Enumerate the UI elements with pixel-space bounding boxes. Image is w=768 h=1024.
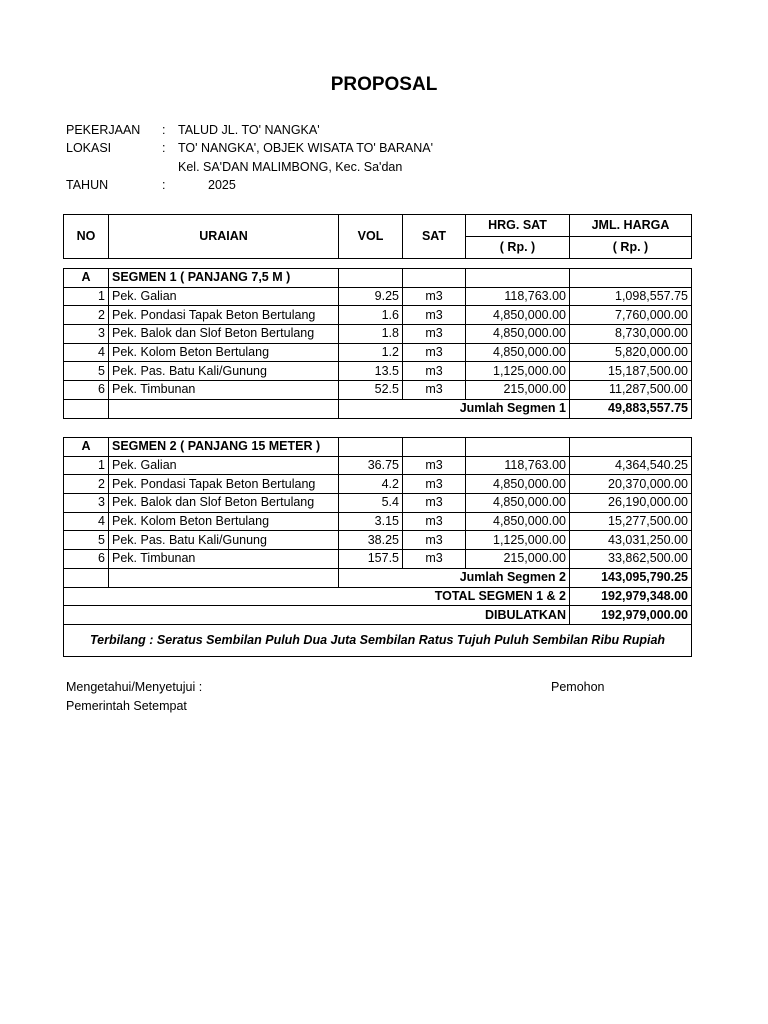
table-row (64, 381, 692, 400)
item-unit: m3 (403, 512, 466, 531)
item-description: Pek. Pas. Batu Kali/Gunung (109, 531, 339, 550)
table-row (64, 494, 692, 513)
item-description: Pek. Pondasi Tapak Beton Bertulang (109, 306, 339, 325)
item-no: 4 (64, 343, 109, 362)
item-unit: m3 (403, 456, 466, 475)
item-unit: m3 (403, 325, 466, 344)
subtotal-label: Jumlah Segmen 1 (339, 399, 570, 418)
item-volume: 1.8 (339, 325, 403, 344)
table-row (64, 325, 692, 344)
item-unit: m3 (403, 475, 466, 494)
header-vol: VOL (339, 215, 403, 259)
item-volume: 9.25 (339, 287, 403, 306)
header-hrg-unit: ( Rp. ) (466, 237, 570, 259)
item-volume: 1.6 (339, 306, 403, 325)
header-hrg-sat: HRG. SAT (466, 215, 570, 237)
segment-name: SEGMEN 2 ( PANJANG 15 METER ) (109, 438, 339, 457)
item-no: 3 (64, 494, 109, 513)
pekerjaan-label: PEKERJAAN (66, 123, 141, 137)
item-volume: 52.5 (339, 381, 403, 400)
item-description: Pek. Balok dan Slof Beton Bertulang (109, 494, 339, 513)
item-unit-price: 4,850,000.00 (466, 343, 570, 362)
table-row (64, 287, 692, 306)
segment-1-table (63, 268, 692, 419)
table-row (64, 512, 692, 531)
item-total-price: 15,187,500.00 (570, 362, 692, 381)
table-header (63, 214, 692, 259)
item-description: Pek. Kolom Beton Bertulang (109, 343, 339, 362)
item-no: 5 (64, 362, 109, 381)
signature-right: Pemohon (551, 680, 605, 694)
item-unit-price: 4,850,000.00 (466, 475, 570, 494)
item-total-price: 8,730,000.00 (570, 325, 692, 344)
rounded-row (64, 606, 692, 625)
item-unit-price: 118,763.00 (466, 456, 570, 475)
item-no: 6 (64, 381, 109, 400)
signature-left-line2: Pemerintah Setempat (66, 699, 187, 713)
lokasi-label: LOKASI (66, 141, 112, 155)
item-volume: 157.5 (339, 550, 403, 569)
colon: : (162, 123, 166, 137)
item-no: 3 (64, 325, 109, 344)
item-description: Pek. Kolom Beton Bertulang (109, 512, 339, 531)
subtotal-value: 49,883,557.75 (570, 399, 692, 418)
item-unit: m3 (403, 381, 466, 400)
item-volume: 36.75 (339, 456, 403, 475)
item-volume: 3.15 (339, 512, 403, 531)
header-sat: SAT (403, 215, 466, 259)
item-unit-price: 1,125,000.00 (466, 362, 570, 381)
item-total-price: 26,190,000.00 (570, 494, 692, 513)
lokasi-value-line2: Kel. SA'DAN MALIMBONG, Kec. Sa'dan (178, 160, 403, 174)
item-unit: m3 (403, 494, 466, 513)
item-total-price: 43,031,250.00 (570, 531, 692, 550)
item-volume: 38.25 (339, 531, 403, 550)
item-unit-price: 215,000.00 (466, 550, 570, 569)
colon: : (162, 178, 166, 192)
item-description: Pek. Timbunan (109, 381, 339, 400)
header-no: NO (64, 215, 109, 259)
item-volume: 13.5 (339, 362, 403, 381)
item-description: Pek. Balok dan Slof Beton Bertulang (109, 325, 339, 344)
item-unit-price: 4,850,000.00 (466, 325, 570, 344)
table-row (64, 343, 692, 362)
pekerjaan-value: TALUD JL. TO' NANGKA' (178, 123, 320, 137)
table-row (64, 362, 692, 381)
rounded-value: 192,979,000.00 (570, 606, 692, 625)
rounded-label: DIBULATKAN (64, 606, 570, 625)
item-no: 6 (64, 550, 109, 569)
item-volume: 4.2 (339, 475, 403, 494)
item-total-price: 5,820,000.00 (570, 343, 692, 362)
item-unit-price: 118,763.00 (466, 287, 570, 306)
item-unit: m3 (403, 362, 466, 381)
total-row (64, 587, 692, 606)
item-unit: m3 (403, 531, 466, 550)
colon: : (162, 141, 166, 155)
item-no: 2 (64, 475, 109, 494)
item-volume: 1.2 (339, 343, 403, 362)
item-volume: 5.4 (339, 494, 403, 513)
table-row (64, 306, 692, 325)
item-description: Pek. Timbunan (109, 550, 339, 569)
item-total-price: 4,364,540.25 (570, 456, 692, 475)
item-unit: m3 (403, 343, 466, 362)
item-unit-price: 4,850,000.00 (466, 512, 570, 531)
item-total-price: 1,098,557.75 (570, 287, 692, 306)
header-jml-harga: JML. HARGA (570, 215, 692, 237)
item-description: Pek. Pas. Batu Kali/Gunung (109, 362, 339, 381)
item-unit: m3 (403, 287, 466, 306)
item-no: 2 (64, 306, 109, 325)
table-row (64, 475, 692, 494)
item-unit-price: 215,000.00 (466, 381, 570, 400)
item-description: Pek. Galian (109, 287, 339, 306)
segment-code: A (64, 269, 109, 288)
item-unit-price: 4,850,000.00 (466, 494, 570, 513)
segment-2-table (63, 437, 692, 657)
lokasi-value-line1: TO' NANGKA', OBJEK WISATA TO' BARANA' (178, 141, 433, 155)
terbilang-text: Terbilang : Seratus Sembilan Puluh Dua Juta Sembilan Ratus Tujuh Puluh Sembilan Ribu Rupiah (64, 624, 692, 656)
table-row (64, 550, 692, 569)
subtotal-label: Jumlah Segmen 2 (339, 568, 570, 587)
segment-name: SEGMEN 1 ( PANJANG 7,5 M ) (109, 269, 339, 288)
segment-header-row (64, 269, 692, 288)
item-description: Pek. Galian (109, 456, 339, 475)
item-unit-price: 1,125,000.00 (466, 531, 570, 550)
item-description: Pek. Pondasi Tapak Beton Bertulang (109, 475, 339, 494)
tahun-value: 2025 (208, 178, 236, 192)
header-uraian: URAIAN (109, 215, 339, 259)
item-no: 5 (64, 531, 109, 550)
table-row (64, 531, 692, 550)
item-total-price: 20,370,000.00 (570, 475, 692, 494)
segment-header-row (64, 438, 692, 457)
item-unit: m3 (403, 306, 466, 325)
item-no: 1 (64, 456, 109, 475)
item-no: 4 (64, 512, 109, 531)
item-total-price: 7,760,000.00 (570, 306, 692, 325)
item-unit-price: 4,850,000.00 (466, 306, 570, 325)
total-label: TOTAL SEGMEN 1 & 2 (64, 587, 570, 606)
item-total-price: 15,277,500.00 (570, 512, 692, 531)
header-jml-unit: ( Rp. ) (570, 237, 692, 259)
segment-code: A (64, 438, 109, 457)
page-title: PROPOSAL (330, 74, 438, 95)
subtotal-row (64, 399, 692, 418)
tahun-label: TAHUN (66, 178, 109, 192)
item-unit: m3 (403, 550, 466, 569)
signature-left-line1: Mengetahui/Menyetujui : (66, 680, 203, 694)
item-no: 1 (64, 287, 109, 306)
item-total-price: 33,862,500.00 (570, 550, 692, 569)
total-value: 192,979,348.00 (570, 587, 692, 606)
subtotal-row (64, 568, 692, 587)
item-total-price: 11,287,500.00 (570, 381, 692, 400)
terbilang-row (64, 624, 692, 656)
table-row (64, 456, 692, 475)
subtotal-value: 143,095,790.25 (570, 568, 692, 587)
